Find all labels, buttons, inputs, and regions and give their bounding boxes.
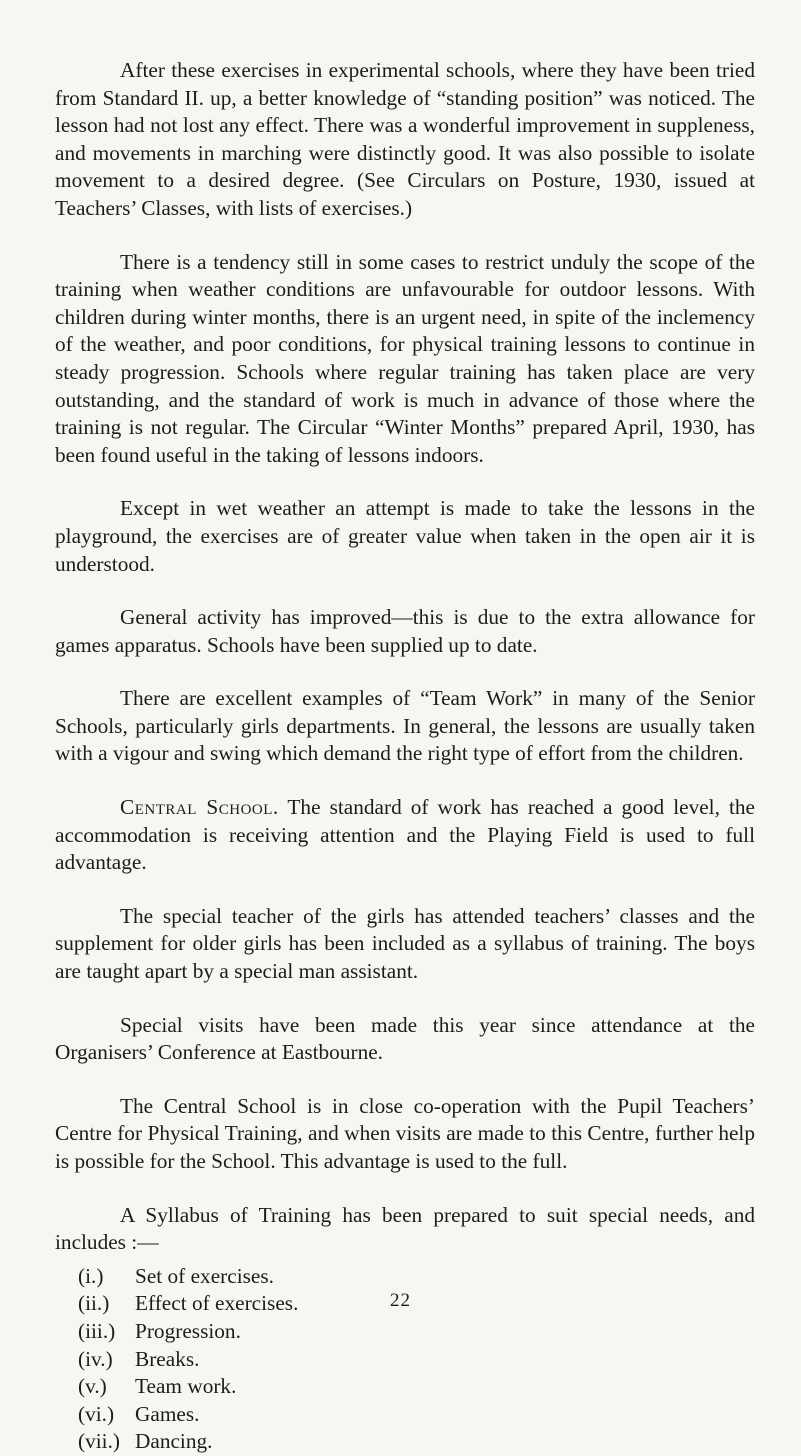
document-page <box>55 57 755 1456</box>
list-item-text: Games. <box>135 1401 200 1426</box>
list-item-text: Effect of exercises. <box>135 1291 299 1316</box>
paragraph-experimental-schools: After these exercises in experimental schools, where they have been tried from Standard II. up, a better knowledge of “standing position” was noticed. The lesson had not lost any effect. There was a wonderful improvement in suppleness, and movements in marching were distinctly good. It was also possible to isolate movement to a desired degree. (See Circulars on Posture, 1930, issued at Teachers’ Classes, with lists of exercises.) <box>55 58 755 220</box>
list-item-text: Progression. <box>135 1318 241 1343</box>
paragraph-general-activity: General activity has improved—this is due to the extra allowance for games apparatus. Schools have been supplied up to date. <box>55 605 755 657</box>
central-school-heading: Central School. <box>120 795 279 820</box>
list-item <box>55 1401 755 1429</box>
list-item-text: Breaks. <box>135 1346 200 1371</box>
paragraph-wet-weather: Except in wet weather an attempt is made to take the lessons in the playground, the exercises are of greater value when taken in the open air it is understood. <box>55 496 755 576</box>
list-item-number: (vi.) <box>78 1401 115 1426</box>
list-item-number: (vii.) <box>78 1429 120 1454</box>
central-school-text: The standard of work has reached a good level, the accommodation is receiving attention and the Playing Field is used to full advantage. <box>55 795 755 875</box>
list-item <box>55 1373 755 1401</box>
paragraph-special-teacher: The special teacher of the girls has attended teachers’ classes and the supplement for older girls has been included as a syllabus of training. The boys are taught apart by a special man assistant. <box>55 903 755 984</box>
list-item-number: (ii.) <box>78 1291 110 1316</box>
list-item <box>55 1263 755 1291</box>
paragraph-weather-conditions: There is a tendency still in some cases to restrict unduly the scope of the training when weather conditions are unfavourable for outdoor lessons. With children during winter months, there is an urgent need, in spite of the inclemency of the weather, and poor conditions, for physical training lessons to continue in steady progression. Schools where regular training has taken place are very outstanding, and the standard of work is much in advance of those where the training is not regular. The Circular “Winter Months” prepared April, 1930, has been found useful in the taking of lessons indoors. <box>55 249 755 467</box>
paragraph-special-visits: Special visits have been made this year since attendance at the Organisers’ Conference at Eastbourne. <box>55 1012 755 1065</box>
list-item-number: (iv.) <box>78 1346 113 1371</box>
list-item-number: (iii.) <box>78 1318 116 1343</box>
list-item <box>55 1318 755 1346</box>
page-number: 22 <box>390 1290 411 1311</box>
paragraph-team-work: There are excellent examples of “Team Work” in many of the Senior Schools, particularly girls departments. In general, the lessons are usually taken with a vigour and swing which demand the right type of effort from the children. <box>55 686 755 766</box>
list-item-text: Set of exercises. <box>135 1263 274 1288</box>
list-item-text: Dancing. <box>135 1429 213 1454</box>
list-item <box>55 1346 755 1374</box>
list-item-text: Team work. <box>135 1374 237 1399</box>
list-item <box>55 1428 755 1456</box>
paragraph-syllabus-intro: A Syllabus of Training has been prepared to suit special needs, and includes :— <box>55 1202 755 1255</box>
paragraph-central-school <box>55 794 755 877</box>
paragraph-pupil-teachers-centre: The Central School is in close co-operation with the Pupil Teachers’ Centre for Physical Training, and when visits are made to this Centre, further help is possible for the School. This advantage is used to the full. <box>55 1093 755 1173</box>
list-item-number: (i.) <box>78 1263 104 1288</box>
list-item-number: (v.) <box>78 1374 107 1399</box>
